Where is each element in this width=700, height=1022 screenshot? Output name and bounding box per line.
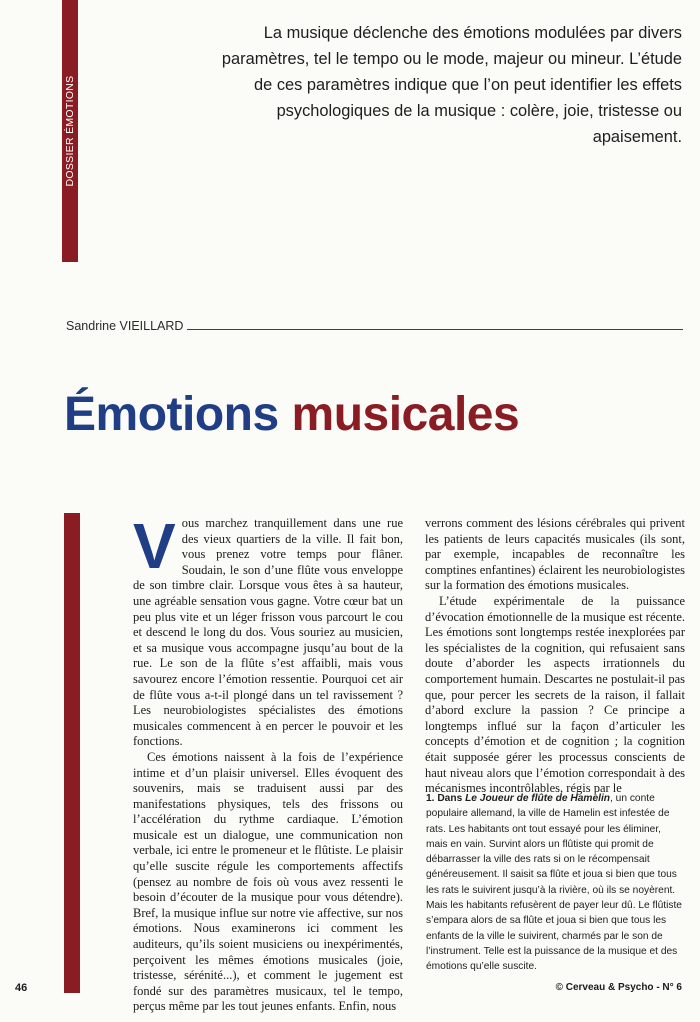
footnote-text: , un conte populaire allemand, la ville de Hamelin est infestée de rats. Les habitants ont tout essayé pour les éliminer, mais en vain. Survint alors un flûtiste qui promit de débarrasser la ville des rats si on le récompensait généreusement. Il saisit sa flûte et joua si bien que tous les rats le suivirent jusqu’à la rivière, où ils se noyèrent. Mais les habitants refusèrent de payer leur dû. Le flûtiste s’empara alors de sa flûte et joua si bien que tous les enfants de la ville le suivirent, charmés par le son de l’instrument. Telle est la puissance de la musique et des émotions qu’elle suscite. <box>426 793 682 973</box>
footnote-lead: 1. Dans <box>426 793 466 804</box>
section-label: DOSSIER ÉMOTIONS <box>64 75 76 187</box>
title-part-1: Émotions <box>64 388 279 441</box>
body-color-bar <box>64 513 80 993</box>
drop-cap: V <box>133 510 176 582</box>
paragraph-4: L’étude expérimentale de la puissance d’évocation émotionnelle de la musique est récente. Les émotions sont longtemps restée inexplorées par les spécialistes de la cognition, qui refusaient sans doute d’aborder les aspects irrationnels du comportement humain. Descartes ne postulait-il pas que, pour percer les secrets de la raison, il fallait d’abord exclure la passion ? Ce principe a longtemps influé sur la façon d’articuler les concepts d’émotion et de cognition ; la cognition était supposée gérer les processus conscients de haut niveau alors que l’émotion correspondait à des mécanismes incontrôlables, régis par le <box>425 593 685 796</box>
author-name: Sandrine VIEILLARD <box>66 319 187 333</box>
author-row <box>66 319 683 333</box>
intro-paragraph: La musique déclenche des émotions modulées par divers paramètres, tel le tempo ou le mode, majeur ou mineur. L’étude de ces paramètres indique que l’on peut identifier les effets psychologiques de la musique : colère, joie, tristesse ou apaisement. <box>221 24 682 146</box>
title-part-2: musicales <box>291 388 520 441</box>
paragraph-3: verrons comment des lésions cérébrales qui privent les patients de leurs capacités musicales (ils sont, par exemple, incapables de reconnaître les comptines enfantines) éclairent les neurobiologistes sur la formation des émotions musicales. <box>425 516 685 593</box>
footnote-work-title: Le Joueur de flûte de Hamelin <box>465 793 610 804</box>
paragraph-1: Vous marchez tranquillement dans une rue des vieux quartiers de la ville. Il fait bon, vous prenez votre temps pour flâner. Soudain, le son d’une flûte vous enveloppe de son timbre clair. Lorsque vous êtes à sa hauteur, une agréable sensation vous gagne. Votre cœur bat un peu plus vite et un léger frisson vous parcourt le cou et descend le long du dos. Vous souriez au musicien, et sa musique vous accompagne jusqu’au bout de la rue. Le son de la flûte s’est affaibli, mais vous savourez encore l’émotion ressentie. Pourquoi cet air de flûte vous a-t-il plongé dans un tel ravissement ? Les neurobiologistes spécialistes des émotions musicales commencent à en percer le pouvoir et les fonctions. <box>133 510 403 749</box>
article-title <box>64 386 519 444</box>
paragraph-2: Ces émotions naissent à la fois de l’expérience intime et d’un plaisir universel. Elles évoquent des souvenirs, mais se traduisent aussi par des manifestations physiques, tels des frissons ou l’accélération du rythme cardiaque. L’émotion musicale est un dialogue, une communication non verbale, ici entre le promeneur et le flûtiste. Le plaisir qu’elle suscite régule les comportements affectifs (pensez au nombre de fois où vous avez ressenti le besoin d’écouter de la musique pour vous détendre). Bref, la musique influe sur notre vie affective, sur nos émotions. Nous examinerons ici comment les auditeurs, qu’ils soient musiciens ou inexpérimentés, perçoivent les mêmes émotions musicales (joie, tristesse, sérénité...), et comment le jugement est fondé sur des paramètres musicaux, tel le tempo, perçus même par les tout jeunes enfants. Enfin, nous <box>133 749 403 1014</box>
page-number: 46 <box>15 982 28 994</box>
footer-credit: © Cerveau & Psycho - N° 6 <box>555 982 682 993</box>
text-column-1 <box>133 510 403 1015</box>
text-column-2 <box>425 516 685 797</box>
footnote-box <box>426 791 682 975</box>
